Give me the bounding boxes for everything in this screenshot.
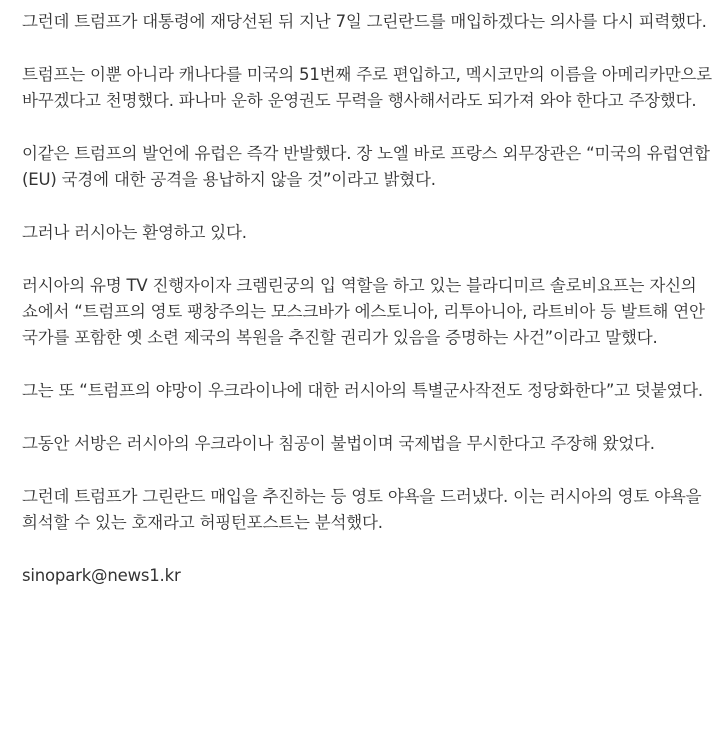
article-body	[22, 9, 712, 589]
article-paragraph: 그런데 트럼프가 대통령에 재당선된 뒤 지난 7일 그린란드를 매입하겠다는 의사를 다시 피력했다.	[22, 12, 707, 31]
article-paragraph: 그런데 트럼프가 그린란드 매입을 추진하는 등 영토 야욕을 드러냈다. 이는 러시아의 영토 야욕을 희석할 수 있는 호재라고 허핑턴포스트는 분석했다.	[22, 487, 702, 532]
article-paragraph: 트럼프는 이뿐 아니라 캐나다를 미국의 51번째 주로 편입하고, 멕시코만의 이름을 아메리카만으로 바꾸겠다고 천명했다. 파나마 운하 운영권도 무력을 행사해서라도 되가져 와야 한다고 주장했다.	[22, 65, 712, 110]
article-paragraph: 이같은 트럼프의 발언에 유럽은 즉각 반발했다. 장 노엘 바로 프랑스 외무장관은 “미국의 유럽연합(EU) 국경에 대한 공격을 용납하지 않을 것”이라고 밝혔다.	[22, 144, 710, 189]
article-paragraph: 러시아의 유명 TV 진행자이자 크렘린궁의 입 역할을 하고 있는 블라디미르 솔로비요프는 자신의 쇼에서 “트럼프의 영토 팽창주의는 모스크바가 에스토니아, 리투아니아, 라트비아 등 발트해 연안 국가를 포함한 옛 소련 제국의 복원을 추진할 권리가 있음을 증명하는 사건”이라고 말했다.	[22, 276, 705, 347]
article-paragraph: 그러나 러시아는 환영하고 있다.	[22, 223, 247, 242]
article-paragraph: 그는 또 “트럼프의 야망이 우크라이나에 대한 러시아의 특별군사작전도 정당화한다”고 덧붙였다.	[22, 381, 703, 400]
reporter-email: sinopark@news1.kr	[22, 566, 181, 585]
article-paragraph: 그동안 서방은 러시아의 우크라이나 침공이 불법이며 국제법을 무시한다고 주장해 왔었다.	[22, 434, 655, 453]
